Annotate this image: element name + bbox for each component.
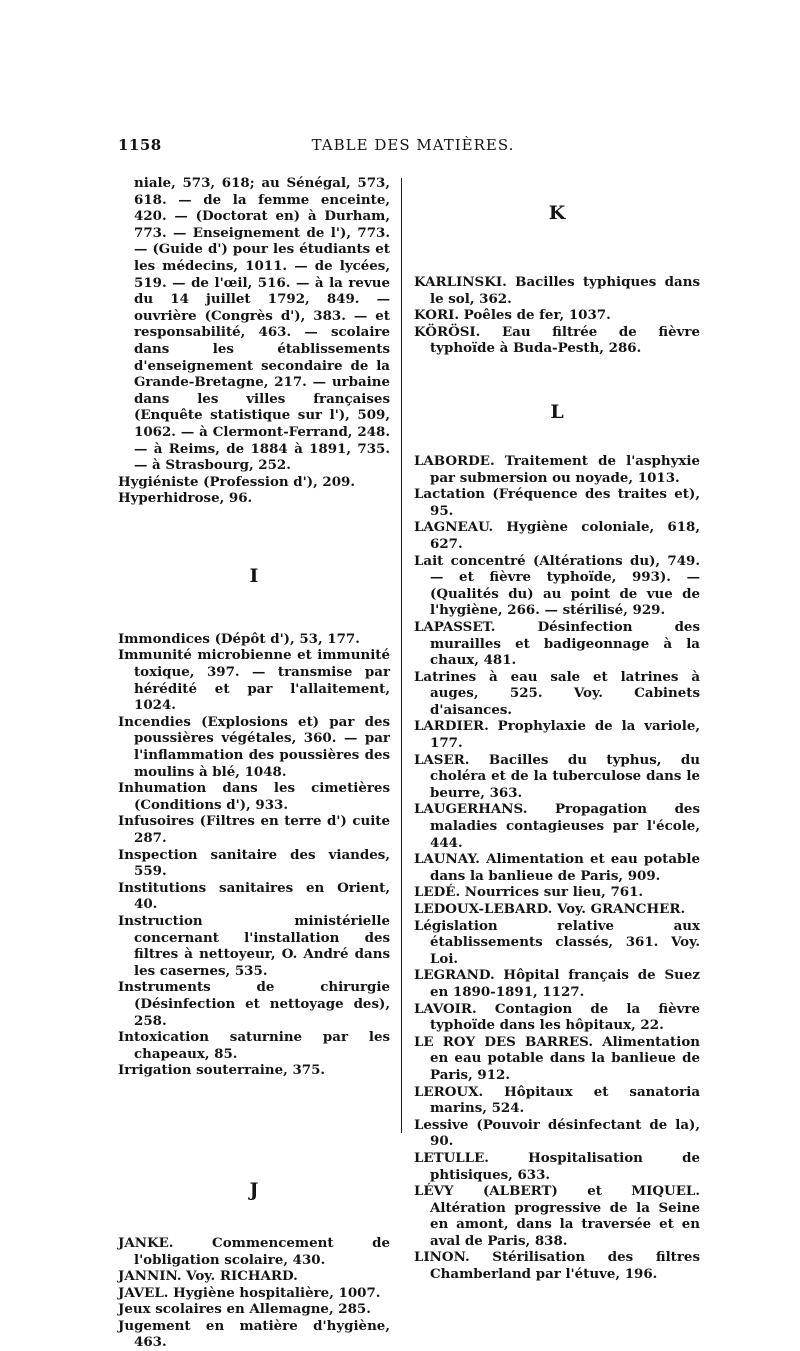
index-entry: Législation relative aux établissements classés, 361. Voy. Loi. <box>414 917 700 967</box>
index-entry: KORI. Poêles de fer, 1037. <box>414 307 611 324</box>
index-entry: Immondices (Dépôt d'), 53, 177. <box>118 630 360 647</box>
index-entry: KARLINSKI. Bacilles typhiques dans le sol, 362. <box>414 274 700 307</box>
section-letter-k: K <box>548 202 566 224</box>
index-entry: Lait concentré (Altérations du), 749. — et fièvre typhoïde, 993). — (Qualités du) au point de vue de l'hygiène, 266. — stérilisé, 929. <box>414 552 700 619</box>
column-divider <box>401 178 402 1133</box>
index-entry: Hygiéniste (Profession d'), 209. <box>118 473 356 490</box>
index-entry: Institutions sanitaires en Orient, 40. <box>118 879 390 913</box>
index-entry: Instruments de chirurgie (Désinfection et nettoyage des), 258. <box>118 979 390 1029</box>
index-entry: KÖRÖSI. Eau filtrée de fièvre typhoïde à Buda-Pesth, 286. <box>414 323 700 357</box>
index-entry: Instruction ministérielle concernant l'installation des filtres à nettoyeur, O. André dans les casernes, 535. <box>118 912 390 979</box>
index-entry: Lessive (Pouvoir désinfectant de la), 90. <box>414 1116 700 1150</box>
index-entry: LINON. Stérilisation des filtres Chamberland par l'étuve, 196. <box>414 1249 700 1283</box>
left-column <box>118 175 390 1351</box>
index-entry: LEROUX. Hôpitaux et sanatoria marins, 524. <box>414 1083 700 1117</box>
index-entry: LAUNAY. Alimentation et eau potable dans la banlieue de Paris, 909. <box>414 851 700 884</box>
index-entry: Immunité microbienne et immunité toxique, 397. — transmise par hérédité et par l'allaitement, 1024. <box>118 647 390 714</box>
page-header <box>118 136 698 162</box>
index-entry: Lactation (Fréquence des traites et), 95. <box>414 486 700 519</box>
index-entry: LAUGERHANS. Propagation des maladies contagieuses par l'école, 444. <box>414 801 700 851</box>
index-entry: LAGNEAU. Hygiène coloniale, 618, 627. <box>414 519 700 552</box>
page-title: TABLE DES MATIÈRES. <box>311 136 515 154</box>
index-entry: Jugement en matière d'hygiène, 463. <box>118 1317 390 1351</box>
index-entry: LABORDE. Traitement de l'asphyxie par submersion ou noyade, 1013. <box>414 452 700 486</box>
index-entry: LAPASSET. Désinfection des murailles et badigeonnage à la chaux, 481. <box>414 618 700 669</box>
index-entry: Irrigation souterraine, 375. <box>118 1062 326 1079</box>
index-entry-continuation: niale, 573, 618; au Sénégal, 573, 618. — de la femme enceinte, 420. — (Doctorat en) à Durham, 773. — Enseignement de l'), 773. — (Guide d') pour les étudiants et les médecins, 1011. — de lycées, 519. — de l'œil, 516. — à la revue du 14 juillet 1792, 849. — ouvrière (Congrès d'), 383. — et responsabilité, 463. — scolaire dans les établissements d'enseignement secondaire de la Grande-Bretagne, 217. — urbaine dans les villes françaises (Enquête statistique sur l'), 509, 1062. — à Clermont-Ferrand, 248. — à Reims, de 1884 à 1891, 735. — à Strasbourg, 252. <box>134 175 390 474</box>
index-entry: Infusoires (Filtres en terre d') cuite 287. <box>118 813 390 846</box>
index-entry: JANNIN. Voy. RICHARD. <box>118 1268 298 1285</box>
page-number: 1158 <box>118 136 162 154</box>
section-letter-l: L <box>550 400 564 423</box>
index-entry: JAVEL. Hygiène hospitalière, 1007. <box>118 1284 381 1301</box>
index-entry: LEDOUX-LEBARD. Voy. GRANCHER. <box>414 901 686 917</box>
index-entry: Inhumation dans les cimetières (Conditions d'), 933. <box>118 780 390 813</box>
index-entry: Jeux scolaires en Allemagne, 285. <box>118 1301 371 1318</box>
index-entry: Hyperhidrose, 96. <box>118 490 253 507</box>
section-letter-i: I <box>249 564 259 587</box>
index-entry: LARDIER. Prophylaxie de la variole, 177. <box>414 718 700 752</box>
right-column <box>414 175 700 1283</box>
index-entry: LEGRAND. Hôpital français de Suez en 1890-1891, 1127. <box>414 967 700 1000</box>
section-letter-j: J <box>249 1178 259 1201</box>
index-entry: LEDÉ. Nourrices sur lieu, 761. <box>414 884 644 901</box>
index-entry: LAVOIR. Contagion de la fièvre typhoïde dans les hôpitaux, 22. <box>414 1000 700 1034</box>
index-entry: Intoxication saturnine par les chapeaux, 85. <box>118 1029 390 1062</box>
index-entry: LE ROY DES BARRES. Alimentation en eau potable dans la banlieue de Paris, 912. <box>414 1033 700 1083</box>
index-entry: LETULLE. Hospitalisation de phtisiques, 633. <box>414 1149 700 1183</box>
index-entry: JANKE. Commencement de l'obligation scolaire, 430. <box>118 1234 390 1268</box>
index-entry: LÉVY (ALBERT) et MIQUEL. Altération progressive de la Seine en amont, dans la traversée et en aval de Paris, 838. <box>414 1183 700 1249</box>
index-entry: Inspection sanitaire des viandes, 559. <box>118 846 390 880</box>
index-entry: Latrines à eau sale et latrines à auges, 525. Voy. Cabinets d'aisances. <box>414 668 700 718</box>
index-entry: Incendies (Explosions et) par des poussières végétales, 360. — par l'inflammation des poussières des moulins à blé, 1048. <box>118 713 390 780</box>
index-entry: LASER. Bacilles du typhus, du choléra et de la tuberculose dans le beurre, 363. <box>414 751 700 801</box>
